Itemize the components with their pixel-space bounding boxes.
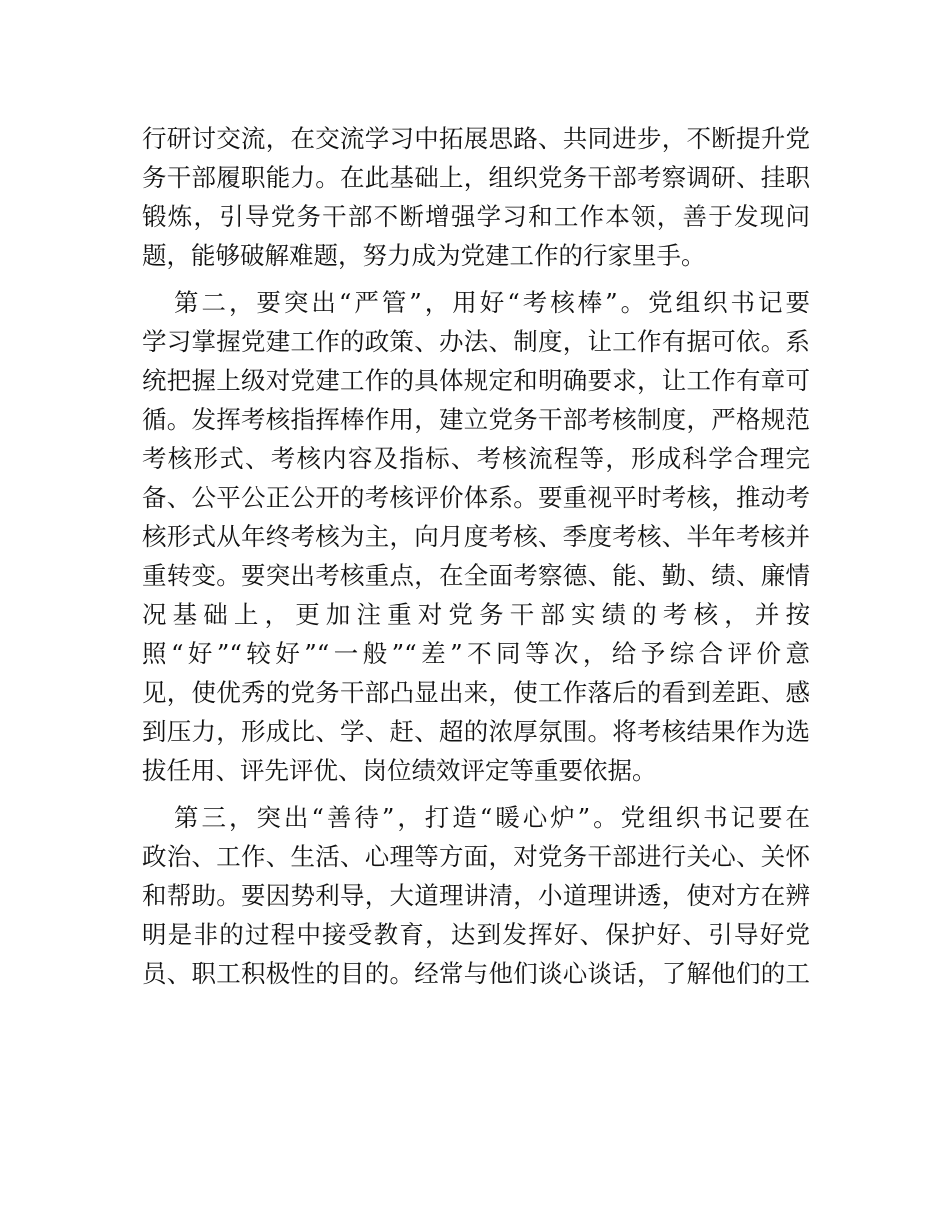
text-line: 第三，突出“善待”，打造“暖心炉”。党组织书记要在 xyxy=(174,803,810,832)
text-line: 重转变。要突出考核重点，在全面考察德、能、勤、绩、廉情 xyxy=(142,561,810,590)
paragraph-3 xyxy=(142,798,810,993)
text-line: 学习掌握党建工作的政策、办法、制度，让工作有据可依。系 xyxy=(142,327,810,356)
text-line: 考核形式、考核内容及指标、考核流程等，形成科学合理完 xyxy=(142,444,810,473)
text-line: 政治、工作、生活、心理等方面，对党务干部进行关心、关怀 xyxy=(142,842,810,871)
text-line: 核形式从年终考核为主，向月度考核、季度考核、半年考核并 xyxy=(142,522,810,551)
text-line: 锻炼，引导党务干部不断增强学习和工作本领，善于发现问 xyxy=(142,202,810,231)
paragraph-1 xyxy=(142,119,810,275)
text-line: 务干部履职能力。在此基础上，组织党务干部考察调研、挂职 xyxy=(142,163,810,192)
text-line: 备、公平公正公开的考核评价体系。要重视平时考核，推动考 xyxy=(142,483,810,512)
text-line: 拔任用、评先评优、岗位绩效评定等重要依据。 xyxy=(142,756,657,785)
text-line: 员、职工积极性的目的。经常与他们谈心谈话，了解他们的工 xyxy=(142,959,810,988)
text-line: 到压力，形成比、学、赶、超的浓厚氛围。将考核结果作为选 xyxy=(142,717,810,746)
text-line: 题，能够破解难题，努力成为党建工作的行家里手。 xyxy=(142,241,706,270)
text-line: 见，使优秀的党务干部凸显出来，使工作落后的看到差距、感 xyxy=(142,678,810,707)
text-line: 和帮助。要因势利导，大道理讲清，小道理讲透，使对方在辨 xyxy=(142,881,810,910)
text-line: 第二，要突出“严管”，用好“考核棒”。党组织书记要 xyxy=(174,288,810,317)
text-line: 行研讨交流，在交流学习中拓展思路、共同进步，不断提升党 xyxy=(142,124,810,153)
text-line: 循。发挥考核指挥棒作用，建立党务干部考核制度，严格规范 xyxy=(142,405,810,434)
document-page xyxy=(142,119,810,1001)
text-line: 况基础上，更加注重对党务干部实绩的考核，并按 xyxy=(142,600,810,629)
text-line: 明是非的过程中接受教育，达到发挥好、保护好、引导好党 xyxy=(142,920,810,949)
text-line: 照“好”“较好”“一般”“差”不同等次，给予综合评价意 xyxy=(142,639,810,668)
text-line: 统把握上级对党建工作的具体规定和明确要求，让工作有章可 xyxy=(142,366,810,395)
paragraph-2 xyxy=(142,283,810,790)
